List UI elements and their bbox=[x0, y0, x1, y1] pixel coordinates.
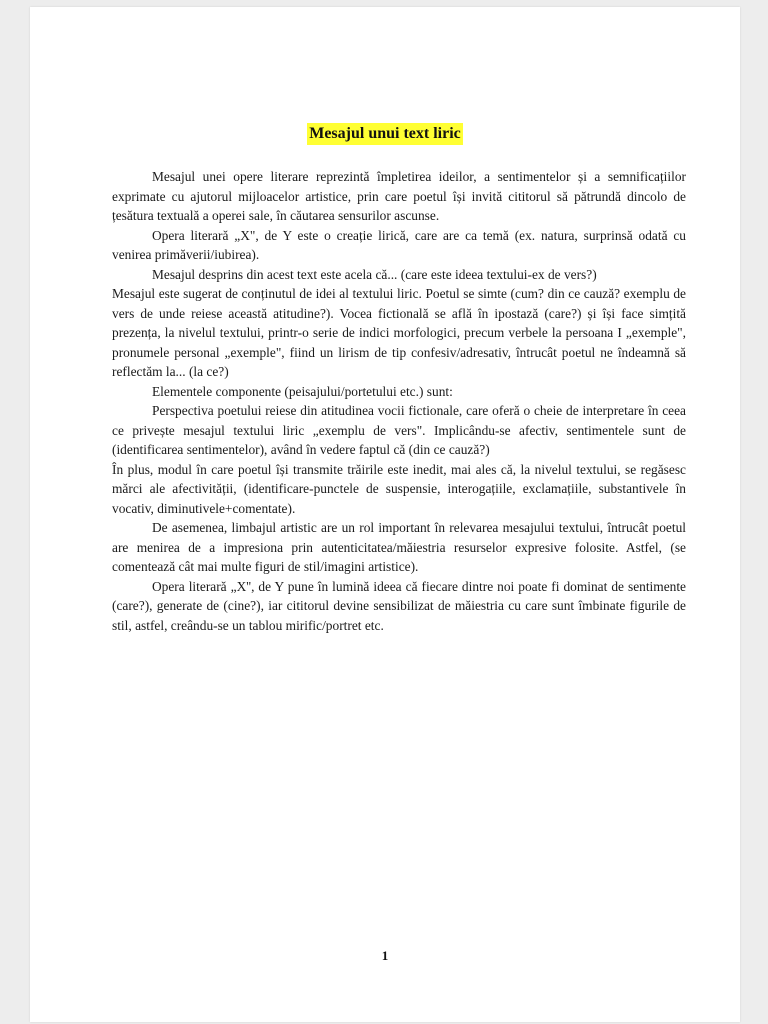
title-container bbox=[30, 123, 740, 145]
document-body bbox=[112, 167, 686, 635]
paragraph-1: Mesajul unei opere literare reprezintă împletirea ideilor, a sentimentelor și a semnificațiilor exprimate cu ajutorul mijloacelor artistice, prin care poetul își invită cititorul să pătrundă dincolo de țesătura textuală a operei sale, în căutarea sensurilor ascunse. bbox=[112, 169, 686, 223]
paragraph-4: Mesajul este sugerat de conținutul de idei al textului liric. Poetul se simte (cum? din ce cauză? exemplu de vers de unde reiese această atitudine?). Vocea fictională se află în ipostază (care?) și își face simțită prezența, la nivelul textului, printr-o serie de indici morfologici, precum verbele la persoana I „exemple", pronumele personal „exemple", fiind un lirism de tip confesiv/adresativ, întrucât poetul ne îndeamnă să reflectăm la... (la ce?) bbox=[112, 286, 686, 379]
document-title: Mesajul unui text liric bbox=[307, 123, 463, 145]
paragraph-6: Perspectiva poetului reiese din atitudinea vocii fictionale, care oferă o cheie de interpretare în ceea ce privește mesajul textului liric „exemplu de vers". Implicându-se afectiv, sentimentele sunt de (identificarea sentimentelor), având în vedere faptul că (din ce cauză?) bbox=[112, 403, 686, 457]
paragraph-8: De asemenea, limbajul artistic are un rol important în relevarea mesajului textului, întrucât poetul are menirea de a impresiona prin autenticitatea/măiestria resurselor expresive folosite. Astfel, (se comentează cât mai multe figuri de stil/imagini artistice). bbox=[112, 520, 686, 574]
document-page bbox=[30, 7, 740, 1022]
paragraph-2: Opera literară „X", de Y este o creație lirică, care are ca temă (ex. natura, surprinsă odată cu venirea primăverii/iubirea). bbox=[112, 227, 686, 262]
page-number: 1 bbox=[381, 948, 389, 963]
paragraph-9: Opera literară „X'', de Y pune în lumină ideea că fiecare dintre noi poate fi dominat de sentimente (care?), generate de (cine?), iar cititorul devine sensibilizat de măiestria cu care sunt îmbinate figurile de stil, astfel, creându-se un tablou mirific/portret etc. bbox=[112, 578, 686, 633]
paragraph-7: În plus, modul în care poetul își transmite trăirile este inedit, mai ales că, la nivelul textului, se regăsesc mărci ale afectivității, (identificare-punctele de suspensie, interogațiile, exclamațiile, substantivele în vocativ, diminutivele+comentate). bbox=[112, 461, 686, 516]
paragraph-5: Elementele componente (peisajului/portetului etc.) sunt: bbox=[152, 383, 453, 399]
paragraph-3: Mesajul desprins din acest text este acela că... (care este ideea textului-ex de vers?) bbox=[152, 266, 597, 282]
